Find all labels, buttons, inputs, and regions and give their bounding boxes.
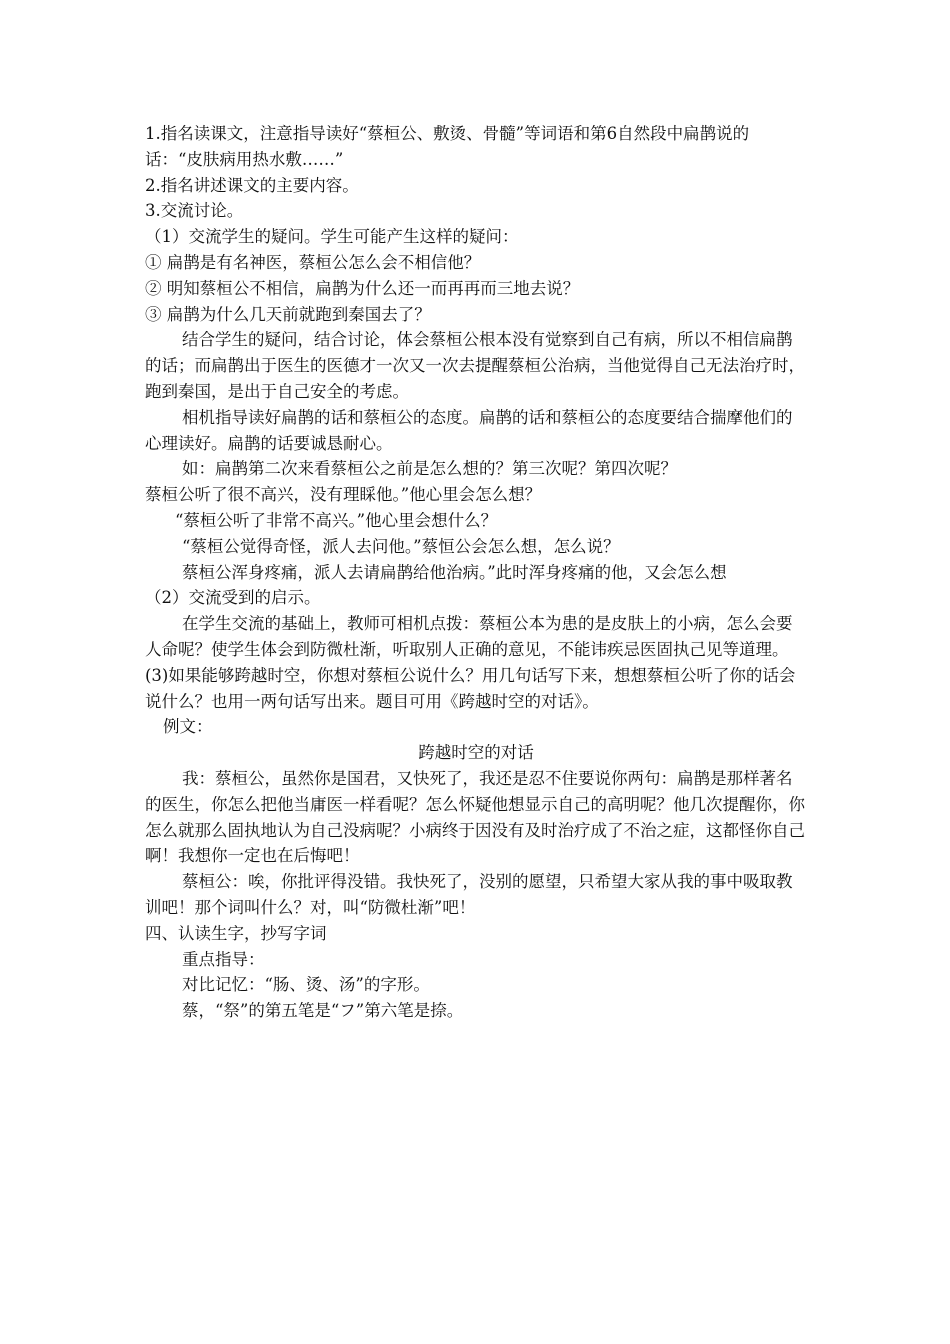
paragraph-2: 2.指名讲述课文的主要内容。 xyxy=(145,175,359,195)
paragraph-discussion: 结合学生的疑问，结合讨论，体会蔡桓公根本没有觉察到自己有病，所以不相信扁鹊的话；而扁鹊出于医生的医德才一次又一次去提醒蔡桓公治病，当他觉得自己无法治疗时，跑到秦国，是出于自己安全的考虑。 xyxy=(145,330,805,401)
sample-me: 我：蔡桓公，虽然你是国君，又快死了，我还是忍不住要说你两句：扁鹊是那样著名的医生，你怎么把他当庸医一样看呢？怎么怀疑他想显示自己的高明呢？他几次提醒你，你怎么就那么固执地认为自己没病呢？小病终于因没有及时治疗成了不治之症，这都怪你自己啊！我想你一定也在后悔吧！ xyxy=(145,768,805,866)
paragraph-quote-2: “蔡桓公听了非常不高兴。”他心里会想什么？ xyxy=(175,510,498,530)
paragraph-focus: 重点指导： xyxy=(182,949,265,969)
section-four-heading: 四、认读生字，抄写字词 xyxy=(145,923,327,943)
sample-caihuangong: 蔡桓公：唉，你批评得没错。我快死了，没别的愿望，只希望大家从我的事中吸取教训吧！那个词叫什么？对，叫“防微杜渐”吧！ xyxy=(145,872,793,917)
paragraph-teacher: 在学生交流的基础上，教师可相机点拨：蔡桓公本为患的是皮肤上的小病，怎么会要人命呢？使学生体会到防微杜渐，听取别人正确的意见，不能讳疾忌医固执己见等道理。 xyxy=(145,614,793,659)
sample-title: 跨越时空的对话 xyxy=(418,743,534,763)
paragraph-task: (3)如果能够跨越时空，你想对蔡桓公说什么？用几句话写下来，想想蔡桓公听了你的话会说什么？也用一两句话写出来。题目可用《跨越时空的对话》。 xyxy=(145,665,796,711)
paragraph-quote-4: 蔡桓公浑身疼痛，派人去请扁鹊给他治病。”此时浑身疼痛的他，又会怎么想 xyxy=(182,562,727,582)
question-2: ② 明知蔡桓公不相信，扁鹊为什么还一而再再而三地去说？ xyxy=(145,278,580,298)
paragraph-quote-3: “蔡桓公觉得奇怪，派人去问他。”蔡恒公会怎么想，怎么说？ xyxy=(182,536,620,556)
paragraph-inspiration: （2）交流受到的启示。 xyxy=(145,588,321,608)
paragraph-sample-label: 例文： xyxy=(163,717,213,737)
paragraph-3: 3.交流讨论。 xyxy=(145,201,244,221)
paragraph-compare: 对比记忆：“肠、烫、汤”的字形。 xyxy=(182,975,430,995)
document-body xyxy=(145,121,807,1024)
paragraph-4: （1）交流学生的疑问。学生可能产生这样的疑问： xyxy=(145,227,519,247)
question-1: ① 扁鹊是有名神医，蔡桓公怎么会不相信他？ xyxy=(145,252,481,272)
paragraph-example: 如：扁鹊第二次来看蔡桓公之前是怎么想的？第三次呢？第四次呢？ xyxy=(182,459,677,479)
paragraph-stroke: 蔡，“祭”的第五笔是“フ”第六笔是捺。 xyxy=(182,1001,464,1021)
paragraph-quote-1: 蔡桓公听了很不高兴，没有理睬他。”他心里会怎么想？ xyxy=(145,485,542,505)
question-3: ③ 扁鹊为什么几天前就跑到秦国去了？ xyxy=(145,304,431,324)
paragraph-1: 1.指名读课文，注意指导读好“蔡桓公、敷烫、骨髓”等词语和第6自然段中扁鹊说的话：“皮肤病用热水敷……” xyxy=(145,124,750,169)
paragraph-guidance: 相机指导读好扁鹊的话和蔡桓公的态度。扁鹊的话和蔡桓公的态度要结合揣摩他们的心理读好。扁鹊的话要诚恳耐心。 xyxy=(145,407,793,453)
